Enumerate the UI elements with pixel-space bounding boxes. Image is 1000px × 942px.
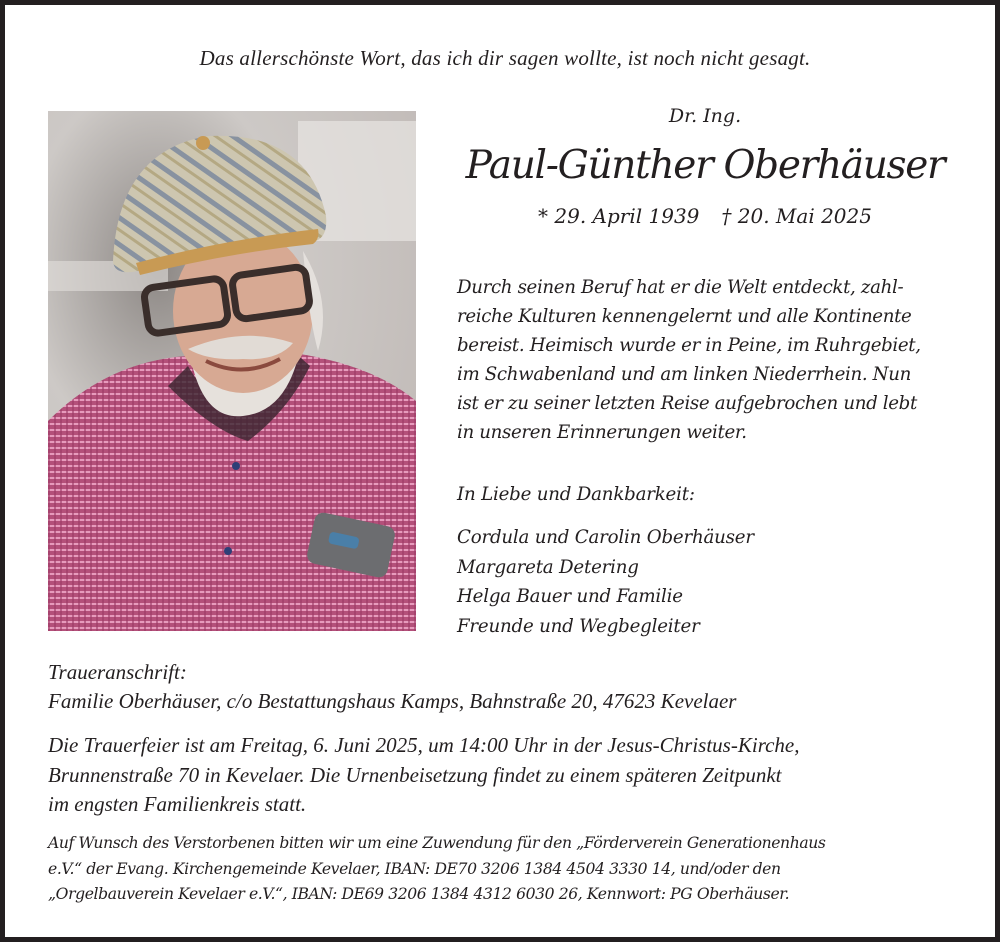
ceremony-line: im engsten Familienkreis statt. — [48, 792, 307, 816]
bio-line: Durch seinen Beruf hat er die Welt entdeckt, zahl- — [457, 277, 904, 298]
motto-quote: Das allerschönste Wort, das ich dir sagen wollte, ist noch nicht gesagt. — [199, 46, 811, 70]
bio-line: ist er zu seiner letzten Reise aufgebrochen und lebt — [457, 393, 917, 414]
mourner-item: Cordula und Carolin Oberhäuser — [457, 527, 754, 548]
bio-line: reiche Kulturen kennengelernt und alle Kontinente — [457, 306, 912, 327]
deceased-title: Dr. Ing. — [668, 105, 742, 127]
mourner-item: Margareta Detering — [457, 556, 639, 578]
portrait-photo — [48, 111, 416, 631]
donation-line: „Orgelbauverein Kevelaer e.V.“, IBAN: DE69 3206 1384 4312 6030 26, Kennwort: PG Oberhäuser. — [48, 885, 790, 903]
bio-line: bereist. Heimisch wurde er in Peine, im Ruhrgebiet, — [457, 335, 921, 356]
donation-line: Auf Wunsch des Verstorbenen bitten wir um eine Zuwendung für den „Förderverein Generationenhaus — [48, 834, 826, 852]
ceremony-line: Die Trauerfeier ist am Freitag, 6. Juni 2025, um 14:00 Uhr in der Jesus-Christus-Kirche, — [48, 733, 800, 757]
birth-date: * 29. April 1939 — [538, 204, 700, 228]
donation-line: e.V.“ der Evang. Kirchengemeinde Kevelaer, IBAN: DE70 3206 1384 4504 3330 14, und/oder den — [48, 859, 781, 878]
deceased-name: Paul-Günther Oberhäuser — [465, 143, 945, 188]
mourner-item: Freunde und Wegbegleiter — [457, 615, 700, 637]
thanks-heading: In Liebe und Dankbarkeit: — [457, 484, 695, 505]
bio-line: im Schwabenland und am linken Niederrhein. Nun — [457, 364, 911, 385]
mourning-address: Familie Oberhäuser, c/o Bestattungshaus Kamps, Bahnstraße 20, 47623 Kevelaer — [48, 689, 737, 713]
ceremony-info — [48, 731, 968, 820]
ceremony-line: Brunnenstraße 70 in Kevelaer. Die Urnenbeisetzung findet zu einem späteren Zeitpunkt — [48, 762, 782, 787]
biography-paragraph — [457, 273, 977, 447]
mourners-list — [457, 523, 754, 641]
mourner-item: Helga Bauer und Familie — [457, 586, 683, 607]
bio-line: in unseren Erinnerungen weiter. — [457, 422, 747, 443]
life-dates — [445, 204, 965, 228]
portrait-illustration — [48, 111, 416, 631]
donation-request — [48, 831, 968, 908]
mourning-address-label: Traueranschrift: — [48, 660, 187, 684]
death-date: † 20. Mai 2025 — [721, 204, 872, 228]
